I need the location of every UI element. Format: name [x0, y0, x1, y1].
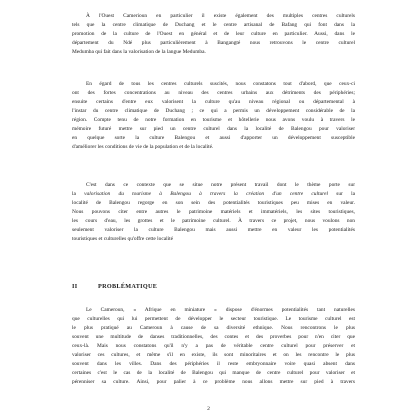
- section-number: II: [72, 283, 78, 290]
- text-line: région. Compte tenu de notre formation en tourisme et hôtellerie nous avons voulu à travers le: [72, 117, 355, 123]
- text-line-with-italic: la valorisation du tourisme à Balengou à travers la création d'un centre culturel sur la: [72, 191, 355, 197]
- text-line: touristiques et culturelles qu'offre cette localité: [72, 236, 174, 242]
- text-line: Nous pouvons citer entre autres le patrimoine matériels et immatériels, les sites touristiques,: [72, 209, 355, 215]
- page-number: 2: [207, 406, 210, 412]
- text-line: ensuite certains d'entre eux valorisent la culture qu'au niveau régional ou départemental à: [72, 99, 355, 105]
- paragraph-contexte: [72, 181, 355, 244]
- text-line: souvent une multitude de danses traditionnelles, des contes et des proverbes pour n'en citer que: [72, 334, 355, 340]
- text-line: promotion de la culture de l'Ouest en général et de leur culture en particulier. Aussi, dans le: [72, 31, 355, 37]
- text-line: que culturelles qui lui permettent de développer le secteur touristique. Le tourisme culturel est: [72, 316, 355, 322]
- paragraph-intro: [72, 12, 355, 57]
- text-line: seulement valoriser la culture Balengou mais aussi mettre en valeur les potentialités: [72, 227, 355, 233]
- text-line: À l'Ouest Camerioun en particulier il existe également des multiples centres culturels: [86, 13, 355, 19]
- text-line: localité de Balengou regorge en son sein des potentialités touristiques peu mises en valeur.: [72, 200, 355, 206]
- section-heading: [72, 283, 157, 290]
- paragraph-problematique: [72, 306, 355, 387]
- text-line: les cours d'eau, les grottes et le patrimoine culturel. À travers ce projet, nous voulons non: [72, 218, 355, 224]
- text-line: En égard de tous les centres culturels suscités, nous constatons tout d'abord, que ceux-ci: [86, 81, 355, 87]
- text-line: mémoire futuré mettre sur pied un centre culturel dans la localité de Balengou pour valoriser: [72, 126, 355, 132]
- text-line: d'améliorer les conditions de vie de la population et de la localité.: [72, 144, 214, 150]
- paragraph-centres: [72, 80, 355, 152]
- text-line: ont des fortes concentrations au niveau des centres urbains aux détriments des périphéries;: [72, 90, 355, 96]
- text-line: département du Ndé plus particulièrement à Bangangté nous retrouvons le centre culturel: [72, 40, 355, 46]
- text-line: tels que la centre climatique de Duchang et le centre artisanal de Bafang qui font dans la: [72, 22, 355, 28]
- text-line: Le Cameroun, « Afrique en miniature » dispose d'énormes potentialités tant naturelles: [86, 307, 355, 313]
- text-line: souvent dans les villes. Dans des périphéries il reste embryonnaire voire quasi absent dans: [72, 361, 355, 367]
- text-line: certaines c'est le cas de la localité de Balengou qui manque de centre culturel pour valoriser et: [72, 370, 355, 376]
- text-line: C'est dans ce contexte que se situe notre présent travail dont le thème porte sur: [86, 182, 355, 188]
- section-title: PROBLÉMATIQUE: [98, 283, 158, 290]
- italic-thesis-title: valorisation du tourisme à Balengou à travers la création d'un centre culturel: [84, 191, 328, 197]
- text-line: le plus pratiqué au Cameroun à cause de sa diversité ethnique. Nous rencontrons le plus: [72, 325, 355, 331]
- text-line: ceux-là. Mais nous constatons qu'il n'y a pas de véritable centre culturel pour préserver et: [72, 343, 355, 349]
- text-line: pérenniser sa culture. Ainsi, pour palier à ce problème nous allons mettre sur pied à travers: [72, 379, 355, 385]
- text-line: valoriser ces cultures, et même s'il en existe, ils sont minoritaires et on les rencontre le plus: [72, 352, 355, 358]
- text-line: l'instar du centre climatique de Duchang ; ce qui a permis un développement considérable de la: [72, 108, 355, 114]
- text-line: en quelque sorte la culture Balengou et aussi d'apporter un développement susceptible: [72, 135, 355, 141]
- text-line: Medumba qui fait dans la valorisation de la langue Medumba.: [72, 49, 206, 55]
